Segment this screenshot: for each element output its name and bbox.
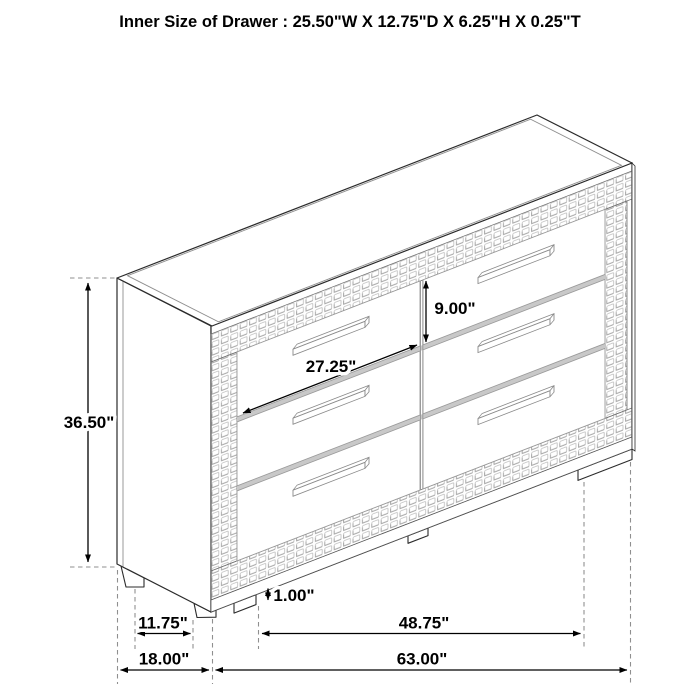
quilted-left-stile [211, 352, 237, 571]
dim-label-overall-height: 36.50" [63, 413, 115, 432]
diagram-title: Inner Size of Drawer : 25.50"W X 12.75"D X 6.25"H X 0.25"T [119, 13, 581, 31]
dim-label-front-foot-spacing: 48.75" [398, 613, 450, 633]
quilted-right-stile [605, 201, 627, 419]
dim-label-overall-depth: 18.00" [138, 649, 190, 669]
dim-label-drawer-width: 27.25" [305, 357, 357, 376]
dresser-side-panel [117, 278, 211, 612]
dim-label-foot-height: 1.00" [273, 586, 315, 605]
dim-label-overall-width: 63.00" [396, 649, 448, 669]
dim-label-drawer-height: 9.00" [434, 299, 476, 318]
dim-label-side-foot-spacing: 11.75" [138, 613, 188, 633]
right-edge-sliver [632, 163, 635, 451]
